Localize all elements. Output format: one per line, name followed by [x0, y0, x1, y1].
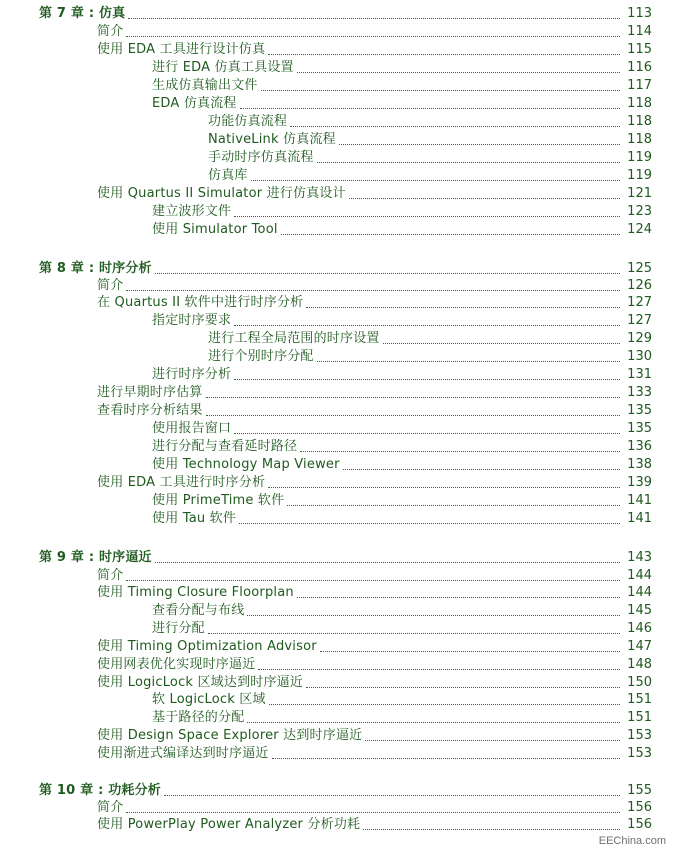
toc-entry[interactable] [208, 113, 652, 131]
dot-leader [258, 669, 620, 670]
toc-entry[interactable] [152, 492, 652, 510]
toc-entry[interactable] [208, 348, 652, 366]
dot-leader [268, 54, 620, 55]
toc-entry[interactable] [152, 420, 652, 438]
toc-entry-page: 144 [627, 585, 652, 600]
toc-entry[interactable] [208, 131, 652, 149]
site-watermark: EEChina.com [598, 835, 666, 847]
toc-entry-title: 使用网表优化实现时序逼近 [97, 657, 256, 672]
dot-leader [287, 505, 620, 506]
toc-entry-page: 123 [627, 204, 652, 219]
toc-entry[interactable] [97, 41, 652, 59]
dot-leader [272, 758, 620, 759]
toc-entry-title: 使用 PowerPlay Power Analyzer 分析功耗 [97, 817, 361, 832]
toc-entry-page: 118 [627, 114, 652, 129]
toc-entry-title: 进行早期时序估算 [97, 385, 203, 400]
toc-entry-page: 138 [627, 457, 652, 472]
toc-entry-title: 手动时序仿真流程 [208, 150, 314, 165]
toc-entry-page: 127 [627, 295, 652, 310]
dot-leader [240, 108, 620, 109]
toc-entry-page: 139 [627, 475, 652, 490]
dot-leader [365, 740, 620, 741]
toc-entry-title: NativeLink 仿真流程 [208, 132, 336, 147]
dot-leader [383, 343, 620, 344]
dot-leader [239, 523, 620, 524]
toc-entry-title: EDA 仿真流程 [152, 96, 237, 111]
toc-entry-chapter-9[interactable] [39, 549, 652, 567]
toc-entry-title: 进行分配 [152, 621, 205, 636]
toc-entry-page: 147 [627, 639, 652, 654]
toc-entry-page: 151 [627, 710, 652, 725]
toc-entry-title: 指定时序要求 [152, 313, 232, 328]
toc-entry-chapter-7[interactable] [39, 5, 652, 23]
dot-leader [234, 379, 620, 380]
dot-leader [126, 580, 620, 581]
toc-entry-title: 简介 [97, 24, 124, 39]
toc-entry-title: 第 8 章 : 时序分析 [39, 261, 152, 276]
toc-entry-title: 使用 EDA 工具进行时序分析 [97, 475, 266, 490]
dot-leader [339, 144, 620, 145]
toc-entry-page: 121 [627, 186, 652, 201]
toc-entry-page: 118 [627, 132, 652, 147]
toc-entry-page: 126 [627, 278, 652, 293]
dot-leader [306, 307, 620, 308]
toc-entry-title: 使用 Timing Closure Floorplan [97, 585, 294, 600]
dot-leader [320, 651, 620, 652]
toc-entry-page: 135 [627, 421, 652, 436]
toc-entry-page: 113 [627, 6, 652, 21]
dot-leader [363, 829, 620, 830]
dot-leader [247, 722, 620, 723]
toc-entry-page: 130 [627, 349, 652, 364]
toc-entry-page: 151 [627, 692, 652, 707]
dot-leader [269, 704, 620, 705]
toc-entry-page: 119 [627, 168, 652, 183]
toc-entry-page: 115 [627, 42, 652, 57]
toc-entry-title: 进行分配与查看延时路径 [152, 439, 298, 454]
toc-entry-page: 145 [627, 603, 652, 618]
toc-entry-title: 进行时序分析 [152, 367, 232, 382]
toc-entry[interactable] [208, 330, 652, 348]
toc-entry[interactable] [152, 510, 652, 528]
toc-entry-page: 141 [627, 511, 652, 526]
toc-entry-page: 148 [627, 657, 652, 672]
dot-leader [126, 36, 620, 37]
dot-leader [155, 273, 620, 274]
dot-leader [343, 469, 620, 470]
dot-leader [126, 812, 620, 813]
toc-entry-page: 150 [627, 675, 652, 690]
toc-entry[interactable] [152, 221, 652, 239]
toc-entry[interactable] [97, 745, 652, 763]
toc-entry-page: 127 [627, 313, 652, 328]
toc-entry-title: 使用 Tau 软件 [152, 511, 237, 526]
toc-entry-page: 119 [627, 150, 652, 165]
toc-entry-title: 软 LogicLock 区域 [152, 692, 266, 707]
dot-leader [247, 615, 620, 616]
dot-leader [297, 597, 620, 598]
dot-leader [349, 198, 620, 199]
toc-entry-page: 135 [627, 403, 652, 418]
toc-entry-page: 143 [627, 550, 652, 565]
toc-entry[interactable] [97, 402, 652, 420]
toc-entry-title: 使用报告窗口 [152, 421, 232, 436]
toc-entry[interactable] [152, 456, 652, 474]
toc-entry[interactable] [152, 77, 652, 95]
dot-leader [234, 433, 620, 434]
toc-entry[interactable] [152, 95, 652, 113]
toc-entry[interactable] [97, 816, 652, 834]
toc-entry-title: 进行 EDA 仿真工具设置 [152, 60, 294, 75]
dot-leader [206, 415, 620, 416]
dot-leader [297, 72, 620, 73]
toc-entry[interactable] [97, 384, 652, 402]
toc-entry[interactable] [97, 23, 652, 41]
dot-leader [164, 795, 620, 796]
toc-entry-page: 136 [627, 439, 652, 454]
toc-entry-page: 116 [627, 60, 652, 75]
toc-entry[interactable] [152, 59, 652, 77]
dot-leader [251, 180, 620, 181]
toc-entry-title: 使用渐进式编译达到时序逼近 [97, 746, 269, 761]
toc-entry-title: 简介 [97, 278, 124, 293]
toc-entry-page: 117 [627, 78, 652, 93]
dot-leader [128, 18, 620, 19]
toc-entry-title: 第 7 章 : 仿真 [39, 6, 126, 21]
toc-entry-title: 第 9 章 : 时序逼近 [39, 550, 152, 565]
dot-leader [317, 361, 620, 362]
toc-entry-page: 133 [627, 385, 652, 400]
dot-leader [155, 562, 620, 563]
toc-entry-title: 简介 [97, 568, 124, 583]
dot-leader [206, 397, 620, 398]
toc-entry-page: 124 [627, 222, 652, 237]
toc-entry-page: 141 [627, 493, 652, 508]
toc-entry-title: 建立波形文件 [152, 204, 232, 219]
toc-entry-title: 进行工程全局范围的时序设置 [208, 331, 380, 346]
toc-entry[interactable] [97, 638, 652, 656]
toc-entry[interactable] [152, 620, 652, 638]
toc-entry[interactable] [208, 149, 652, 167]
dot-leader [234, 325, 620, 326]
toc-entry-chapter-8[interactable] [39, 260, 652, 278]
toc-entry-title: 进行个别时序分配 [208, 349, 314, 364]
dot-leader [261, 90, 620, 91]
toc-entry-title: 简介 [97, 800, 124, 815]
toc-entry-title: 使用 LogicLock 区域达到时序逼近 [97, 675, 304, 690]
toc-entry-chapter-10[interactable] [39, 782, 652, 800]
toc-entry[interactable] [152, 366, 652, 384]
toc-entry[interactable] [152, 691, 652, 709]
toc-entry-title: 使用 EDA 工具进行设计仿真 [97, 42, 266, 57]
toc-entry-page: 125 [627, 261, 652, 276]
dot-leader [281, 234, 620, 235]
toc-entry-title: 生成仿真输出文件 [152, 78, 258, 93]
toc-entry[interactable] [152, 438, 652, 456]
toc-entry-title: 基于路径的分配 [152, 710, 245, 725]
dot-leader [300, 451, 620, 452]
toc-entry-title: 使用 Quartus II Simulator 进行仿真设计 [97, 186, 346, 201]
toc-entry[interactable] [97, 674, 652, 692]
toc-entry[interactable] [97, 474, 652, 492]
toc-entry-title: 功能仿真流程 [208, 114, 288, 129]
toc-entry-title: 查看分配与布线 [152, 603, 245, 618]
toc-entry-page: 144 [627, 568, 652, 583]
toc-entry[interactable] [152, 312, 652, 330]
toc-entry-page: 156 [627, 800, 652, 815]
toc-entry-title: 查看时序分析结果 [97, 403, 203, 418]
toc-entry-page: 129 [627, 331, 652, 346]
toc-entry-page: 153 [627, 746, 652, 761]
toc-entry-title: 使用 Design Space Explorer 达到时序逼近 [97, 728, 363, 743]
toc-entry-title: 仿真库 [208, 168, 248, 183]
toc-entry[interactable] [97, 584, 652, 602]
toc-entry[interactable] [152, 602, 652, 620]
toc-entry-page: 114 [627, 24, 652, 39]
dot-leader [234, 216, 620, 217]
dot-leader [126, 290, 620, 291]
dot-leader [208, 633, 620, 634]
toc-entry-title: 第 10 章 : 功耗分析 [39, 783, 161, 798]
toc-entry-page: 146 [627, 621, 652, 636]
toc-entry[interactable] [97, 277, 652, 295]
toc-entry[interactable] [97, 185, 652, 203]
toc-entry-title: 使用 PrimeTime 软件 [152, 493, 285, 508]
toc-entry-page: 118 [627, 96, 652, 111]
toc-entry[interactable] [152, 203, 652, 221]
toc-entry-title: 使用 Simulator Tool [152, 222, 278, 237]
toc-entry-page: 156 [627, 817, 652, 832]
toc-entry[interactable] [97, 799, 652, 817]
toc-entry[interactable] [97, 656, 652, 674]
dot-leader [317, 162, 620, 163]
dot-leader [306, 687, 620, 688]
toc-entry-page: 153 [627, 728, 652, 743]
toc-entry-title: 使用 Timing Optimization Advisor [97, 639, 317, 654]
toc-entry-title: 在 Quartus II 软件中进行时序分析 [97, 295, 304, 310]
toc-entry[interactable] [97, 727, 652, 745]
toc-entry[interactable] [208, 167, 652, 185]
toc-entry[interactable] [152, 709, 652, 727]
dot-leader [290, 126, 620, 127]
toc-entry[interactable] [97, 294, 652, 312]
toc-entry-page: 155 [627, 783, 652, 798]
toc-entry-page: 131 [627, 367, 652, 382]
dot-leader [268, 487, 620, 488]
toc-entry-title: 使用 Technology Map Viewer [152, 457, 340, 472]
toc-entry[interactable] [97, 567, 652, 585]
